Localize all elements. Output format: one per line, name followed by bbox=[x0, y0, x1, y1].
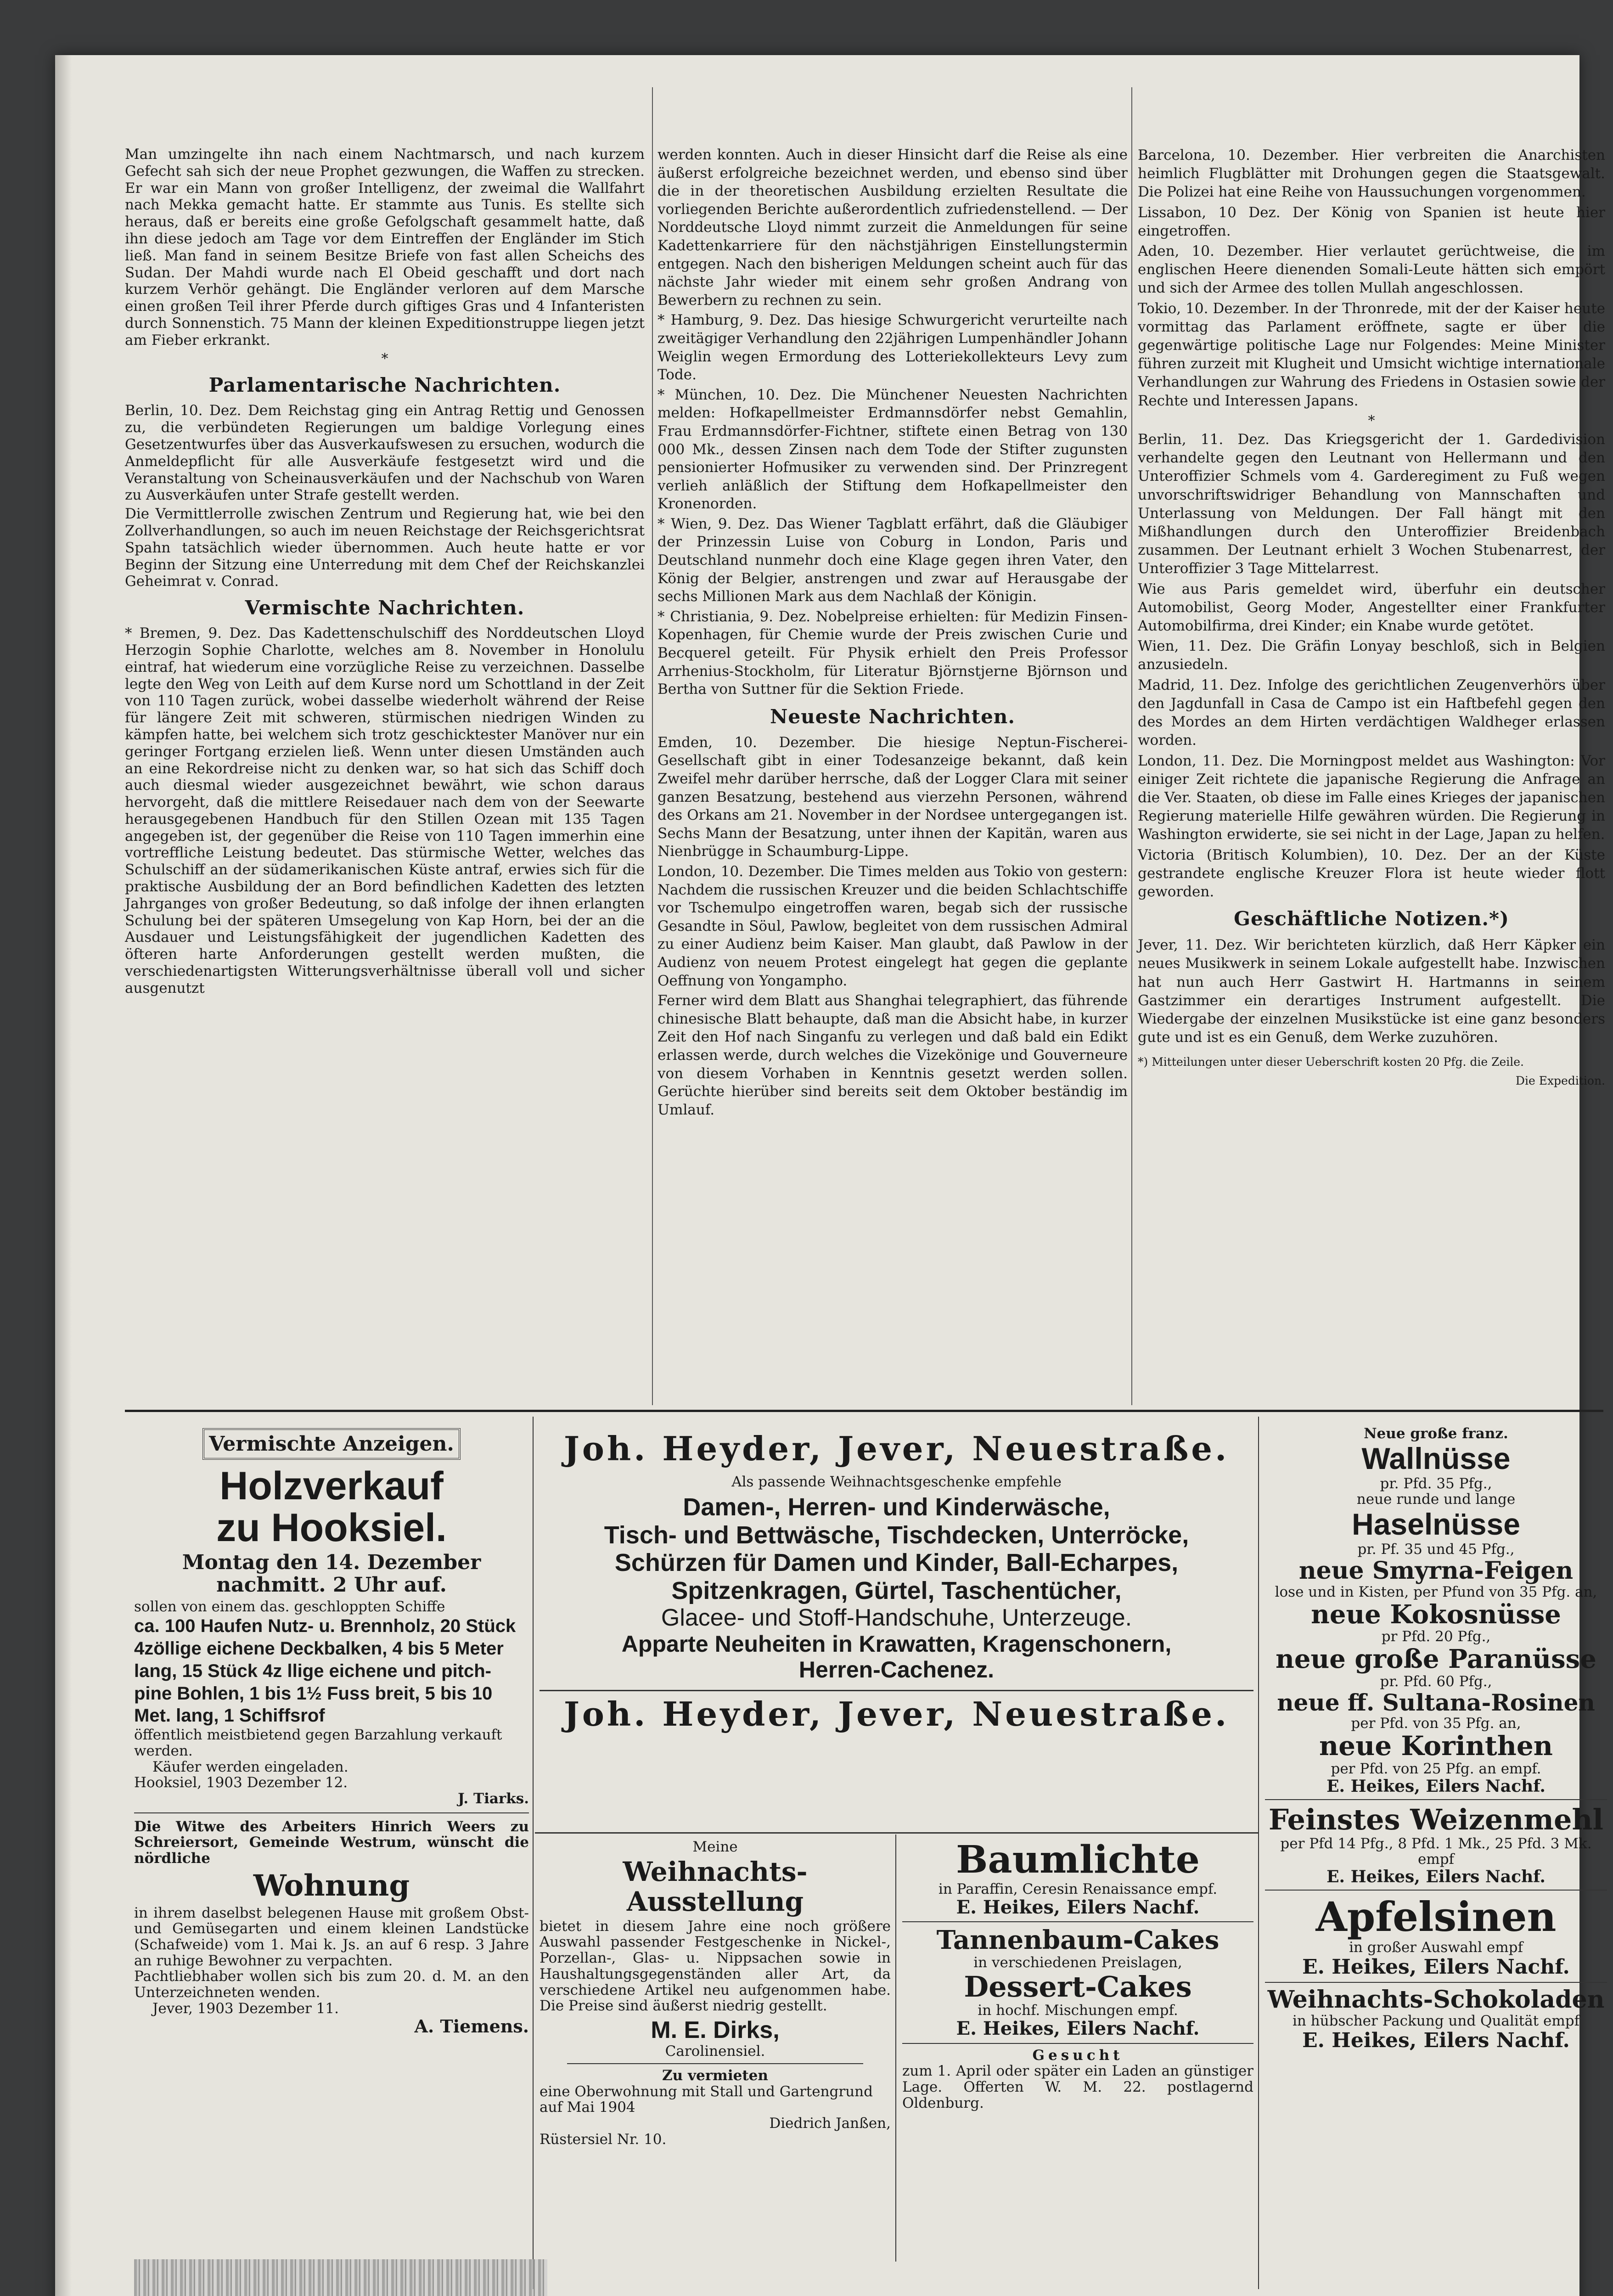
vermieten-title: Zu vermieten bbox=[662, 2067, 768, 2084]
article-hamburg: * Hamburg, 9. Dez. Das hiesige Schwurgericht verurteilte nach zweitägiger Verhandlung den 22jährigen Lumpenhändler Johann Weiglin wegen Ermordung des Lotteriekollekteurs Levy zum Tode. bbox=[658, 312, 1128, 383]
ad-divider bbox=[1265, 1890, 1607, 1891]
paranuesse-price: pr. Pfd. 60 Pfg., bbox=[1380, 1673, 1492, 1690]
apfelsinen-signature: E. Heikes, Eilers Nachf. bbox=[1302, 1955, 1570, 1979]
smyrna-title: neue Smyrna-Feigen bbox=[1298, 1556, 1574, 1585]
heyder-line-6: Apparte Neuheiten in Krawatten, Kragenschonern, bbox=[621, 1631, 1172, 1657]
holzverkauf-title: Holzverkauf bbox=[219, 1464, 444, 1508]
heyder-intro: Als passende Weihnachtsgeschenke empfehle bbox=[731, 1473, 1062, 1490]
weizenmehl-signature: E. Heikes, Eilers Nachf. bbox=[1326, 1867, 1546, 1887]
witwe-text-1: Die Witwe des Arbeiters Hinrich Weers zu Schreiersort, Gemeinde Westrum, wünscht die nördliche bbox=[134, 1818, 529, 1867]
newspaper-page bbox=[55, 55, 1605, 2296]
cakes-title-2: Dessert-Cakes bbox=[964, 1970, 1192, 2003]
holzverkauf-text-3: Käufer werden eingeladen. bbox=[152, 1758, 348, 1775]
nuts-intro: Neue große franz. bbox=[1364, 1425, 1508, 1442]
footnote-signature: Die Expedition. bbox=[1515, 1074, 1605, 1087]
heyder-footer: Joh. Heyder, Jever, Neuestraße. bbox=[563, 1694, 1230, 1734]
dirks-title: Weihnachts-Ausstellung bbox=[623, 1856, 808, 1917]
heading-geschaeftliche-notizen: Geschäftliche Notizen.*) bbox=[1234, 907, 1509, 930]
ads-rule-3 bbox=[535, 1832, 1258, 1834]
dirks-text-1: Meine bbox=[692, 1839, 738, 1855]
article-muenchen: * München, 10. Dez. Die Münchener Neuesten Nachrichten melden: Hofkapellmeister Erdmannsdörfer nebst Gemahlin, Frau Erdmannsdörfer-Fichtner, stiftete einen Betrag von 130 000 Mk., dessen Zinsen nach dem Tode der Stifter zugunsten pensionierter Hofmusiker zu verwenden sind. Der Prinzregent verlieh anläßlich der Stiftung dem Hofkapellmeister den Kronenorden. bbox=[658, 386, 1128, 512]
article-emden: Emden, 10. Dezember. Die hiesige Neptun-Fischerei-Gesellschaft gibt in einer Todesanzeige bekannt, daß kein Zweifel mehr darüber herrsche, daß der Logger Clara mit seiner ganzen Besatzung, bestehend aus vierzehn Personen, während des Orkans am 21. November in der Nordsee untergegangen ist. Sechs Mann der Besatzung, unter ihnen der Kapitän, waren aus Nienbrügge in Schaumburg-Lippe. bbox=[658, 734, 1128, 860]
cakes-signature: E. Heikes, Eilers Nachf. bbox=[956, 2017, 1200, 2039]
article-madrid: Madrid, 11. Dez. Infolge des gerichtlichen Zeugenverhörs über den Jagdunfall in Casa de Campo ist ein Haftbefehl gegen den des Mordes an dem Hirten verdächtigen Waldheger erlassen worden. bbox=[1138, 676, 1605, 749]
vermieten-place: Rüstersiel Nr. 10. bbox=[540, 2131, 667, 2148]
article-london-tokio: London, 10. Dezember. Die Times melden aus Tokio von gestern: Nachdem die russischen Kreuzer und die beiden Schlachtschiffe vor Tschemulpo eingetroffen waren, begab sich der russische Gesandte in Söul, Pawlow, begleitet von dem russischen Admiral zu einer Audienz beim Kaiser. Man glaubt, daß Pawlow in der Audienz von neuem Protest eingelegt hat gegen die geplante Oeffnung von Yongampho. bbox=[658, 863, 1128, 989]
ad-divider bbox=[902, 1921, 1253, 1922]
article-london-washington: London, 11. Dez. Die Morningpost meldet aus Washington: Vor einiger Zeit richtete die japanische Regierung die Anfrage an die Ver. Staaten, ob diese im Falle eines Krieges der japanischen Regierung materielle Hilfe gewähren würden. Die Regierung in Washington erwiderte, sie sei nicht in der Lage, Japan zu helfen. bbox=[1138, 752, 1605, 843]
column-1 bbox=[125, 146, 645, 1404]
ads-separator-rule bbox=[125, 1410, 1603, 1412]
heading-parlamentarische: Parlamentarische Nachrichten. bbox=[208, 374, 561, 397]
ads-rule-1 bbox=[533, 1417, 534, 2289]
article-shanghai: Ferner wird dem Blatt aus Shanghai telegraphiert, das führende chinesische Blatt behaupte, daß man die Absicht habe, in kurzer Zeit den Hof nach Singanfu zu verlegen und daß bald ein Edikt erlassen werde, durch welches die Vizekönige und Gouverneure von diesem Vorhaben in Kenntnis gesetzt werden sollen. Gerüchte hierüber sind bereits seit dem Oktober beständig im Umlauf. bbox=[658, 992, 1128, 1118]
ad-divider bbox=[567, 2063, 863, 2064]
ad-divider bbox=[134, 1812, 529, 1813]
column-rule-2 bbox=[1131, 87, 1132, 1405]
ad-divider bbox=[1265, 1799, 1607, 1800]
heyder-line-3: Schürzen für Damen und Kinder, Ball-Echarpes, bbox=[614, 1549, 1179, 1577]
article-mahdi: Man umzingelte ihn nach einem Nachtmarsch, und nach kurzem Gefecht sah sich der neue Prophet gezwungen, die Waffen zu strecken. Er war ein Mann von großer Intelligenz, der zweimal die Wallfahrt nach Mekka gemacht hatte. Er stammte aus Tunis. Es stellte sich heraus, daß er bereits eine große Gefolgschaft gesammelt hatte, daß ihn diese jedoch am Tage vor dem Eintreffen der Engländer im Stich ließ. Man fand in seinem Besitze Briefe von fast allen Scheichs des Sudan. Der Mahdi wurde nach El Obeid geschafft und dort nach kurzem Verhör gehängt. Die Engländer verloren auf dem Marsche einen großen Teil ihrer Pferde durch giftiges Gras und 4 Infanteristen durch Sonnenstich. 75 Mann der kleinen Expeditionstruppe liegen jetzt am Fieber erkrankt. bbox=[125, 146, 645, 349]
article-barcelona: Barcelona, 10. Dezember. Hier verbreiten die Anarchisten heimlich Flugblätter mit Drohungen gegen die Staatsgewalt. Die Polizei hat eine Reihe von Haussuchungen vorgenommen. bbox=[1138, 147, 1605, 201]
column-3 bbox=[1138, 146, 1605, 1404]
article-tokio: Tokio, 10. Dezember. In der Thronrede, mit der der Kaiser heute vormittag das Parlament eröffnete, sagte er über die gegenwärtige politische Lage nur Folgendes: Meine Minister führen zurzeit mit Klugheit und Umsicht wichtige internationale Verhandlungen zur Wahrung des Friedens in Ostasien sowie der Rechte und Interessen Japans. bbox=[1138, 300, 1605, 409]
dirks-name: M. E. Dirks, bbox=[651, 2016, 780, 2043]
holzverkauf-place: zu Hooksiel. bbox=[216, 1505, 447, 1550]
wallnuesse-price: pr. Pfd. 35 Pfg., bbox=[1380, 1475, 1492, 1492]
schokoladen-text: in hübscher Packung und Qualität empf bbox=[1292, 2013, 1580, 2030]
smyrna-price: lose und in Kisten, per Pfund von 35 Pfg. an, bbox=[1275, 1583, 1597, 1600]
article-victoria: Victoria (Britisch Kolumbien), 10. Dez. Der an der Küste gestrandete englische Kreuzer Flora ist heute wieder flott geworden. bbox=[1138, 846, 1605, 900]
witwe-title: Wohnung bbox=[253, 1868, 410, 1903]
column-2 bbox=[658, 146, 1128, 1404]
ad-divider bbox=[902, 2043, 1253, 2044]
article-paris-automobil: Wie aus Paris gemeldet wird, überfuhr ein deutscher Automobilist, Georg Moder, Angestellter einer Frankfurter Automobilfirma, drei Kinder; ein Knabe wurde getötet. bbox=[1138, 580, 1605, 635]
haselnuesse-intro: neue runde und lange bbox=[1356, 1491, 1516, 1508]
vermieten-signature: Diedrich Janßen, bbox=[769, 2115, 891, 2132]
baumlichte-text: in Paraffin, Ceresin Renaissance empf. bbox=[938, 1880, 1218, 1897]
holzverkauf-date: Montag den 14. Dezember nachmitt. 2 Uhr auf. bbox=[182, 1550, 481, 1597]
haselnuesse-title: Haselnüsse bbox=[1352, 1507, 1520, 1542]
article-aden: Aden, 10. Dezember. Hier verlautet gerüchtweise, die im englischen Heere dienenden Somali-Leute hätten sich empört und sich der Armee des tollen Mullah angeschlossen. bbox=[1138, 243, 1605, 297]
ad-divider bbox=[1265, 1982, 1607, 1983]
apfelsinen-title: Apfelsinen bbox=[1315, 1893, 1557, 1941]
gesucht-title: Gesucht bbox=[1032, 2047, 1124, 2064]
cakes-text-1: in verschiedenen Preislagen, bbox=[973, 1954, 1182, 1971]
holzverkauf-text-2: öffentlich meistbietend gegen Barzahlung verkauft werden. bbox=[134, 1727, 502, 1759]
haselnuesse-price: pr. Pf. 35 und 45 Pfg., bbox=[1357, 1541, 1515, 1558]
schokoladen-title: Weihnachts-Schokoladen bbox=[1267, 1985, 1605, 2014]
heikes-middle-ads bbox=[902, 1839, 1253, 2262]
sultana-title: neue ff. Sultana-Rosinen bbox=[1277, 1688, 1595, 1716]
baumlichte-signature: E. Heikes, Eilers Nachf. bbox=[956, 1896, 1200, 1918]
article-jever-musikwerk: Jever, 11. Dez. Wir berichteten kürzlich, daß Herr Käpker ein neues Musikwerk in seinem Lokale aufgestellt habe. Inzwischen hat nun auch Herr Gastwirt H. Hartmanns in seinem Gastzimmer ein derartiges Instrument aufgestellt. Die Wiedergabe der einzelnen Musikstücke ist eine ganz besonders gute und ist es ein Genuß, dem Werke zuzuhören. bbox=[1138, 937, 1605, 1046]
column-rule-1 bbox=[652, 87, 653, 1405]
witwe-text-3: Pachtliebhaber wollen sich bis zum 20. d. M. an den Unterzeichneten wenden. bbox=[134, 1968, 529, 2001]
vermieten-text: eine Oberwohnung mit Stall und Gartengrund auf Mai 1904 bbox=[540, 2083, 873, 2116]
ads-rule-2 bbox=[1258, 1417, 1259, 2289]
article-bremen: * Bremen, 9. Dez. Das Kadettenschulschiff des Norddeutschen Lloyd Herzogin Sophie Charlotte, welches am 8. November in Honolulu eintraf, hat wiederum eine vorzügliche Reise zu verzeichnen. Dasselbe legte den Weg von Leith auf dem Kurse nord um Schottland in der Zeit von 110 Tagen zurück, wobei dasselbe wiederholt während der Reise für längere Zeit mit schweren, stürmischen niedrigen Winden zu kämpfen hatte, bei welchem sich trotz geschicktester Manöver nur ein geringer Fortgang erzielen ließ. Wenn unter diesen Umständen auch an eine Rekordreise nicht zu denken war, so hat sich das Schiff doch auch diesmal wieder ausgezeichnet bewährt, wie schon daraus hervorgeht, daß die mittlere Reisedauer nach dem von der Seewarte herausgegebenen Handbuch für den Stillen Ozean mit 135 Tagen angegeben ist, der gegenüber die Reise von 110 Tagen immerhin eine vortreffliche Leistung bedeutet. Das stürmische Wetter, welches das Schulschiff an der südamerikanischen Küste antraf, erwies sich für die praktische Ausbildung der an Bord befindlichen Kadetten des letzten Jahrganges von großer Bedeutung, so daß infolge der ihnen erlangten Schulung bei der späteren Umsegelung von Kap Horn, bei der an die Ausdauer und Leistungsfähigkeit der jugendlichen Kadetten des öfteren harte Anforderungen gestellt werden mußten, die verschiedenartigsten Witterungsverhältnisse überall voll und sicher ausgenutzt bbox=[125, 625, 645, 996]
witwe-text-2: in ihrem daselbst belegenen Hause mit großem Obst- und Gemüsegarten und einem kleinen Landstücke (Schafweide) vom 1. Mai k. Js. an auf 6 resp. 3 Jahre an ruhige Bewohner zu verpachten. bbox=[134, 1904, 529, 1969]
ads-rule-4 bbox=[895, 1835, 896, 2262]
korinthen-title: neue Korinthen bbox=[1319, 1730, 1553, 1762]
gesucht-text: zum 1. April oder später ein Laden an günstiger Lage. Offerten W. M. 22. postlagernd Oldenburg. bbox=[902, 2063, 1253, 2111]
page-edge-left bbox=[55, 55, 72, 2296]
heyder-line-5: Glacee- und Stoff-Handschuhe, Unterzeuge. bbox=[661, 1604, 1132, 1632]
weizenmehl-title: Feinstes Weizenmehl bbox=[1268, 1803, 1604, 1837]
holzverkauf-text-1: sollen von einem das. geschloppten Schiffe bbox=[134, 1598, 445, 1615]
sultana-price: per Pfd. von 35 Pfg. an, bbox=[1351, 1715, 1521, 1732]
holzverkauf-place-date: Hooksiel, 1903 Dezember 12. bbox=[134, 1774, 348, 1791]
wallnuesse-title: Wallnüsse bbox=[1361, 1441, 1511, 1475]
ads-column-left bbox=[134, 1428, 529, 2255]
article-christiania: * Christiania, 9. Dez. Nobelpreise erhielten: für Medizin Finsen-Kopenhagen, für Chemie wurde der Preis zwischen Curie und Becquerel geteilt. Für Physik erhielt den Preis Professor Arrhenius-Stockholm, für Literatur Björnstjerne Björnson und Bertha von Suttner für die Sektion Friede. bbox=[658, 608, 1128, 698]
heading-neueste-nachrichten: Neueste Nachrichten. bbox=[770, 705, 1015, 728]
dirks-ad bbox=[540, 1839, 891, 2262]
torn-edge-texture bbox=[134, 2259, 547, 2296]
nuts-signature: E. Heikes, Eilers Nachf. bbox=[1326, 1776, 1546, 1796]
article-lissabon: Lissabon, 10 Dez. Der König von Spanien ist heute hier eingetroffen. bbox=[1138, 204, 1605, 239]
article-wien: * Wien, 9. Dez. Das Wiener Tagblatt erfährt, daß die Gläubiger der Prinzessin Luise von Coburg in London, Paris und Deutschland nunmehr doch eine Klage gegen ihren Vater, den König der Belgier, anstrengen und zwar auf Herausgabe der sechs Millionen Mark aus dem Nachlaß der Königin. bbox=[658, 515, 1128, 605]
article-berlin-kriegsgericht: Berlin, 11. Dez. Das Kriegsgericht der 1. Gardedivision verhandelte gegen den Leutnant von Hellermann und den Unteroffizier Schmels vom 4. Garderegiment zu Fuß wegen unvorschriftswidriger Behandlung von Mannschaften und Unterlassung von Meldungen. Der Fall hängt mit den Mißhandlungen durch den Unteroffizier Breidenbach zusammen. Der Leutnant erhielt 3 Wochen Stubenarrest, der Unteroffizier 3 Tage Mittelarrest. bbox=[1138, 431, 1605, 577]
korinthen-price: per Pfd. von 25 Pfg. an empf. bbox=[1331, 1761, 1541, 1778]
baumlichte-title: Baumlichte bbox=[956, 1838, 1200, 1882]
article-wien-lonyay: Wien, 11. Dez. Die Gräfin Lonyay beschloß, sich in Belgien anzusiedeln. bbox=[1138, 638, 1605, 673]
holzverkauf-signature: J. Tiarks. bbox=[458, 1790, 529, 1807]
heyder-line-7: Herren-Cachenez. bbox=[798, 1657, 995, 1683]
ad-divider bbox=[540, 1690, 1253, 1691]
vermischte-anzeigen-title: Vermischte Anzeigen. bbox=[202, 1428, 461, 1460]
apfelsinen-text: in großer Auswahl empf bbox=[1349, 1939, 1523, 1956]
cakes-text-2: in hochf. Mischungen empf. bbox=[978, 2002, 1178, 2019]
heyder-ad bbox=[540, 1430, 1253, 1830]
witwe-place-date: Jever, 1903 Dezember 11. bbox=[152, 2000, 339, 2017]
dirks-text-2: bietet in diesem Jahre eine noch größere Auswahl passender Festgeschenke in Nickel-, Porzellan-, Glas- u. Nippsachen sowie in Haushaltungsgegenständen aller Art, da verschiedene Artikel neu aufgenommen habe. Die Preise sind äußerst niedrig gestellt. bbox=[540, 1918, 891, 2015]
dirks-place: Carolinensiel. bbox=[665, 2043, 765, 2060]
cakes-title: Tannenbaum-Cakes bbox=[936, 1925, 1220, 1956]
weizenmehl-price: per Pfd 14 Pfg., 8 Pfd. 1 Mk., 25 Pfd. 3 Mk. empf bbox=[1280, 1835, 1592, 1868]
article-berlin-reichstag: Berlin, 10. Dez. Dem Reichstag ging ein Antrag Rettig und Genossen zu, die verbündeten Regierungen um baldige Vorlegung eines Gesetzentwurfes über das Ausverkaufswesen zu ersuchen, wodurch die Anmeldepflicht für alle Ausverkäufe festgesetzt wird und die Veranstaltung von Scheinausverkäufen und der Nachschub von Waren zu Ausverkäufen unter Strafe gestellt werden. bbox=[125, 402, 645, 504]
heyder-line-4: Spitzenkragen, Gürtel, Taschentücher, bbox=[671, 1576, 1122, 1604]
article-kadetten-cont: werden konnten. Auch in dieser Hinsicht darf die Reise als eine äußerst erfolgreiche bezeichnet werden, und ebenso sind über die in der theoretischen Ausbildung erzielten Resultate die vorliegenden Berichte außerordentlich zufriedenstellend. — Der Norddeutsche Lloyd nimmt zurzeit die Anmeldungen für seine Kadettenkarriere für den nächstjährigen Einstellungstermin entgegen. Nach den bisherigen Meldungen scheint auch für das nächste Jahr wieder mit einem sehr großen Andrang von Bewerbern zu rechnen zu sein. bbox=[658, 146, 1128, 309]
heading-vermischte-nachrichten: Vermischte Nachrichten. bbox=[245, 597, 525, 619]
article-vermittlerrolle: Die Vermittlerrolle zwischen Zentrum und Regierung hat, wie bei den Zollverhandlungen, so auch im neuen Reichstage der Reichsgerichtsrat Spahn tatsächlich wieder übernommen. Auch heute hatte er vor Beginn der Sitzung eine Unterredung mit dem Chef der Reichskanzlei Geheimrat v. Conrad. bbox=[125, 506, 645, 590]
schokoladen-signature: E. Heikes, Eilers Nachf. bbox=[1302, 2028, 1570, 2052]
witwe-signature: A. Tiemens. bbox=[414, 2015, 529, 2037]
ads-column-right bbox=[1265, 1426, 1607, 2262]
footnote: *) Mitteilungen unter dieser Ueberschrift kosten 20 Pfg. die Zeile. bbox=[1138, 1055, 1524, 1069]
paranuesse-title: neue große Paranüsse bbox=[1276, 1644, 1596, 1675]
heyder-line-2: Tisch- und Bettwäsche, Tischdecken, Unterröcke, bbox=[604, 1521, 1189, 1549]
kokos-title: neue Kokosnüsse bbox=[1311, 1599, 1561, 1630]
heyder-header: Joh. Heyder, Jever, Neuestraße. bbox=[563, 1429, 1230, 1468]
kokos-price: pr Pfd. 20 Pfg., bbox=[1381, 1628, 1491, 1645]
holzverkauf-items: ca. 100 Haufen Nutz- u. Brennholz, 20 Stück 4zöllige eichene Deckbalken, 4 bis 5 Meter lang, 15 Stück 4z llige eichene und pitch-pine Bohlen, 1 bis 1½ Fuss breit, 5 bis 10 Met. lang, 1 Schiffsrof bbox=[134, 1616, 516, 1726]
separator-star: * bbox=[381, 350, 388, 367]
heyder-line-1: Damen-, Herren- und Kinderwäsche, bbox=[683, 1493, 1110, 1521]
separator-star: * bbox=[1368, 412, 1375, 429]
